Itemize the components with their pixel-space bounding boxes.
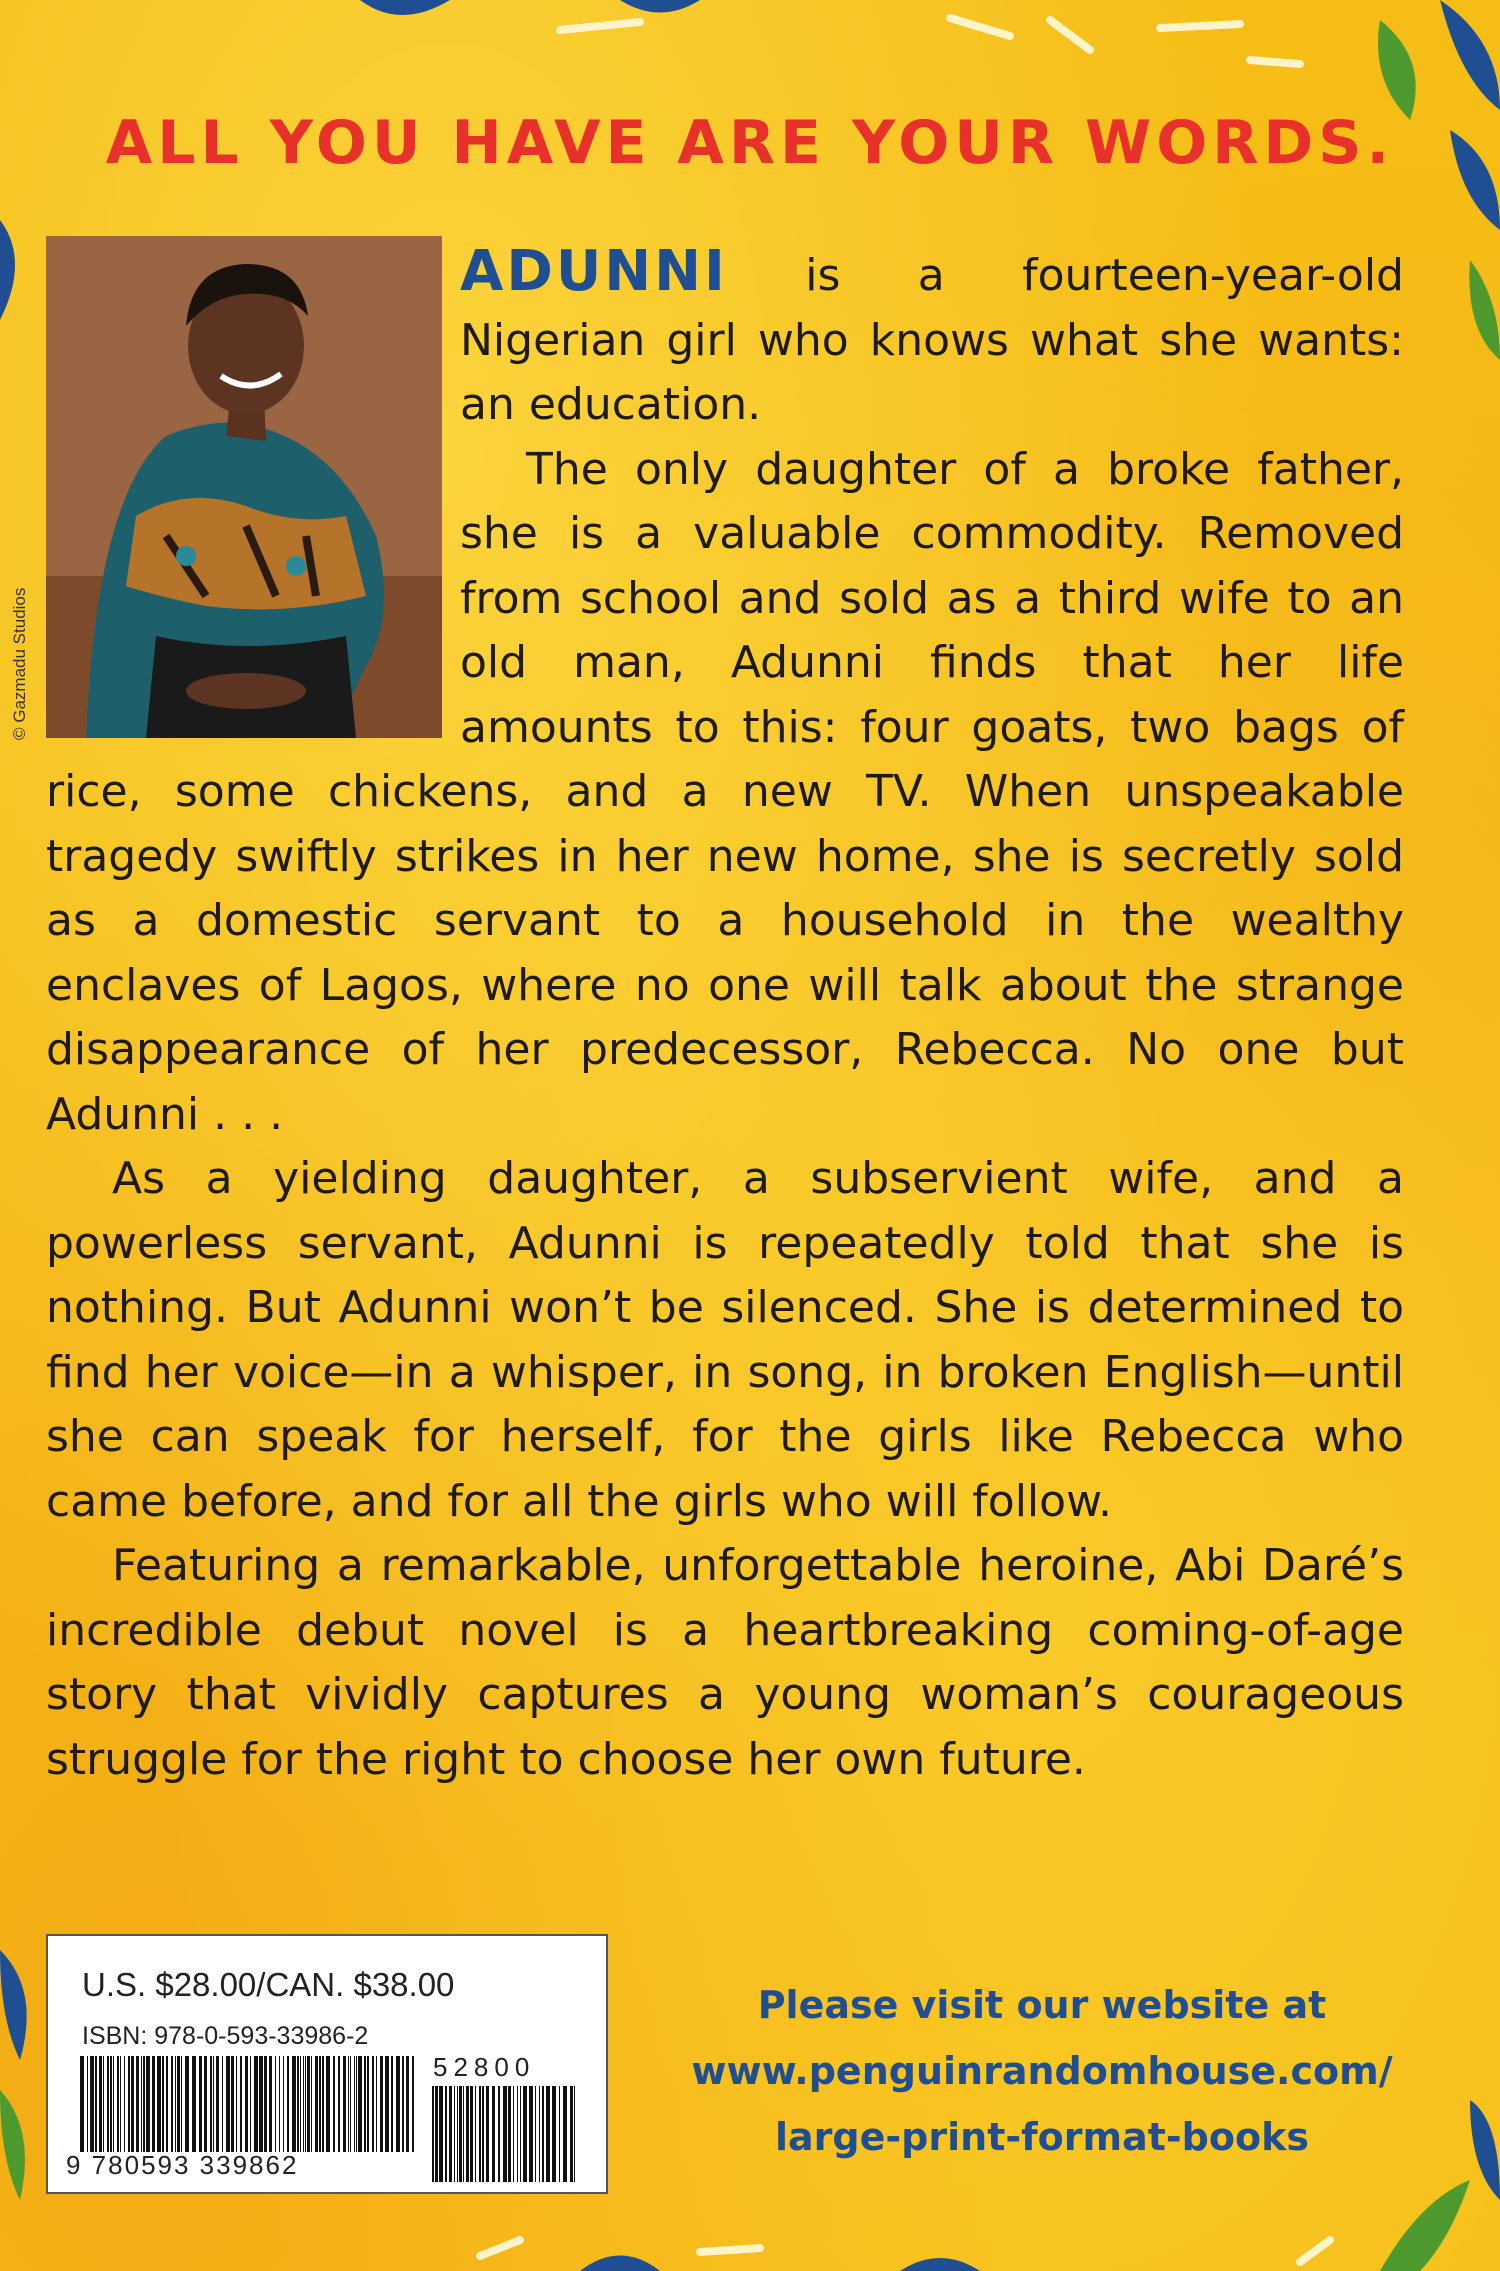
protagonist-name: ADUNNI — [460, 239, 728, 304]
barcode-bar — [439, 2086, 443, 2182]
photo-spacer — [46, 240, 460, 756]
price-barcode-box — [46, 1934, 608, 2194]
barcode-bar — [372, 2056, 374, 2152]
barcode-bar — [136, 2056, 139, 2152]
website-notice — [612, 1972, 1472, 2170]
barcode-bar — [486, 2086, 489, 2182]
price-label: U.S. $28.00/CAN. $38.00 — [82, 1966, 455, 2003]
website-url-line-1[interactable]: www.penguinrandomhouse.com/ — [691, 2049, 1393, 2093]
barcode-bar — [240, 2056, 242, 2152]
barcode-bar — [449, 2086, 452, 2182]
book-description — [46, 240, 1404, 1792]
barcode-bar — [90, 2056, 94, 2152]
barcode-bar — [171, 2056, 173, 2152]
barcode-bar — [513, 2086, 514, 2182]
barcode-bar — [315, 2056, 318, 2152]
barcode-bar — [287, 2056, 289, 2152]
barcode-bar — [305, 2056, 306, 2152]
barcode-bar — [570, 2086, 573, 2182]
barcode-bar — [563, 2086, 567, 2182]
barcode-bar — [376, 2056, 377, 2152]
isbn-barcode — [80, 2056, 420, 2152]
barcode-bar — [210, 2056, 212, 2152]
barcode-bar — [231, 2056, 234, 2152]
barcode-bar — [542, 2086, 544, 2182]
barcode-bar — [432, 2086, 434, 2182]
barcode-bar — [254, 2056, 258, 2152]
barcode-bar — [162, 2056, 164, 2152]
barcode-bar — [535, 2086, 536, 2182]
barcode-bar — [333, 2056, 335, 2152]
website-url-line-2[interactable]: large-print-format-books — [775, 2115, 1309, 2159]
barcode-bar — [283, 2056, 284, 2152]
barcode-bar — [435, 2086, 438, 2182]
barcode-bar — [152, 2056, 155, 2152]
barcode-bar — [402, 2056, 404, 2152]
barcode-bar — [354, 2056, 355, 2152]
barcode-bar — [350, 2056, 351, 2152]
barcode-bar — [498, 2086, 500, 2182]
barcode-bar — [364, 2056, 366, 2152]
barcode-bar — [131, 2056, 134, 2152]
barcode-bar — [110, 2056, 112, 2152]
barcode-bar — [391, 2056, 393, 2152]
barcode-bar — [574, 2086, 575, 2182]
barcode-bar — [529, 2086, 533, 2182]
barcode-bar — [222, 2056, 223, 2152]
barcode-bar — [128, 2056, 130, 2152]
barcode-bar — [143, 2056, 145, 2152]
barcode-bar — [459, 2086, 462, 2182]
barcode-bar — [406, 2056, 409, 2152]
barcode-bar — [475, 2086, 476, 2182]
barcode-bar — [95, 2056, 97, 2152]
barcode-bar — [185, 2056, 189, 2152]
barcode-bar — [311, 2056, 312, 2152]
barcode-bar — [412, 2056, 414, 2152]
barcode-bar — [479, 2086, 481, 2182]
barcode-bar — [454, 2086, 455, 2182]
barcode-bar — [380, 2056, 383, 2152]
price-addon-barcode — [432, 2086, 582, 2182]
barcode-bar — [523, 2086, 527, 2182]
barcode-bar — [539, 2086, 540, 2182]
barcode-bar — [356, 2056, 357, 2152]
barcode-bar — [343, 2056, 346, 2152]
barcode-bar — [216, 2056, 219, 2152]
barcode-bar — [338, 2056, 340, 2152]
barcode-bar — [466, 2086, 469, 2182]
barcode-bar — [385, 2056, 389, 2152]
barcode-bar — [279, 2056, 280, 2152]
barcode-bar — [508, 2086, 511, 2182]
barcode-bar — [213, 2056, 214, 2152]
paragraph-4: Featuring a remarkable, unforgettable heroine, Abi Daré’s incredible debut novel is a heartbreaking coming-of-age story that vividly captures a young woman’s courageous struggle for the right to choose her own future. — [46, 1540, 1404, 1785]
barcode-bar — [141, 2056, 142, 2152]
barcode-bar — [275, 2056, 276, 2152]
barcode-bar — [303, 2056, 304, 2152]
barcode-bar — [546, 2086, 550, 2182]
barcode-bar — [245, 2056, 248, 2152]
barcode-bar — [226, 2056, 230, 2152]
barcode-bar — [181, 2056, 182, 2152]
barcode-bar — [192, 2056, 196, 2152]
barcode-bar — [120, 2056, 121, 2152]
barcode-bar — [103, 2056, 104, 2152]
barcode-bar — [503, 2086, 507, 2182]
barcode-bar — [457, 2086, 458, 2182]
barcode-bar — [264, 2056, 267, 2152]
barcode-bar — [463, 2086, 464, 2182]
barcode-bar — [177, 2056, 180, 2152]
barcode-bar — [445, 2086, 447, 2182]
price-addon-digits: 52800 — [433, 2052, 536, 2082]
barcode-bar — [117, 2056, 119, 2152]
barcode-bar — [358, 2056, 362, 2152]
barcode-bar — [166, 2056, 168, 2152]
barcode-bar — [319, 2056, 321, 2152]
barcode-bar — [552, 2086, 556, 2182]
barcode-bar — [348, 2056, 349, 2152]
barcode-bar — [250, 2056, 251, 2152]
barcode-bar — [199, 2056, 202, 2152]
barcode-bar — [367, 2056, 369, 2152]
barcode-bar — [80, 2056, 84, 2152]
barcode-bar — [204, 2056, 207, 2152]
barcode-bar — [236, 2056, 237, 2152]
barcode-bar — [307, 2056, 310, 2152]
barcode-bar — [175, 2056, 176, 2152]
barcode-bar — [297, 2056, 299, 2152]
barcode-bar — [520, 2086, 521, 2182]
barcode-bar — [396, 2056, 400, 2152]
website-intro: Please visit our website at — [757, 1983, 1327, 2027]
barcode-bar — [292, 2056, 296, 2152]
barcode-bar — [322, 2056, 324, 2152]
barcode-bar — [113, 2056, 114, 2152]
barcode-bar — [492, 2086, 495, 2182]
paragraph-2: The only daughter of a broke father, she is a valuable commodity. Removed from school and sold as a third wife to an old man, Adunni finds that her life amounts to this: four goats, two bags of rice, some chickens, and a new TV. When unspeakable tragedy swiftly strikes in her new home, she is secretly sold as a domestic servant to a household in the wealthy enclaves of Lagos, where no one will talk about the strange disappearance of her predecessor, Rebecca. No one but Adunni . . . — [46, 443, 1404, 1140]
barcode-bar — [124, 2056, 125, 2152]
barcode-bar — [559, 2086, 560, 2182]
barcode-bar — [482, 2086, 484, 2182]
barcode-bar — [300, 2056, 301, 2152]
barcode-bar — [517, 2086, 518, 2182]
tagline: ALL YOU HAVE ARE YOUR WORDS. — [105, 108, 1395, 178]
barcode-bar — [157, 2056, 161, 2152]
barcode-digits: 9 780593 339862 — [66, 2150, 299, 2180]
barcode-bar — [259, 2056, 263, 2152]
photo-credit: © Gazmadu Studios — [10, 587, 29, 740]
paragraph-3: As a yielding daughter, a subservient wife, and a powerless servant, Adunni is repeatedly told that she is nothing. But Adunni won’t be silenced. She is determined to find her voice—in a whisper, in song, in broken English—until she can speak for herself, for the girls like Rebecca who came before, and for all the girls who will follow. — [46, 1153, 1404, 1527]
barcode-bar — [107, 2056, 109, 2152]
barcode-bar — [87, 2056, 88, 2152]
barcode-bar — [470, 2086, 473, 2182]
barcode-bar — [326, 2056, 330, 2152]
barcode-bar — [99, 2056, 102, 2152]
barcode-bar — [146, 2056, 150, 2152]
paragraph-1-text: is a fourteen-year-old Nigerian girl who knows what she wants: an education. — [460, 250, 1404, 430]
barcode-bar — [269, 2056, 272, 2152]
isbn-label: ISBN: 978-0-593-33986-2 — [82, 2022, 369, 2050]
